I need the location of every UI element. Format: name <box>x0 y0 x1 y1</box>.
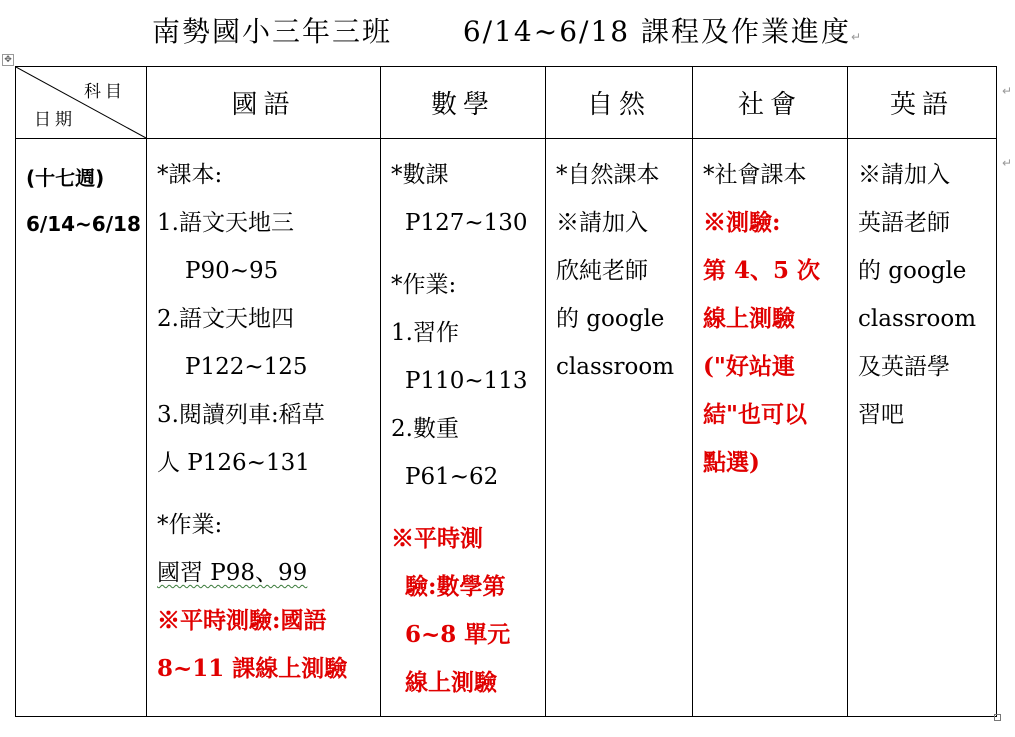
quiz-note: ※測驗: <box>703 209 781 236</box>
list-item: *自然課本 <box>556 162 660 188</box>
english-cell <box>848 139 997 717</box>
quiz-note: ※平時測驗:國語 <box>157 607 327 634</box>
quiz-note: 線上測驗 <box>703 305 795 332</box>
list-item: 1.語文天地三 <box>157 210 294 236</box>
list-item: 國習 P98、99 <box>157 560 308 586</box>
header-chinese: 國語 <box>147 67 381 139</box>
list-item: classroom <box>556 354 675 380</box>
header-science: 自然 <box>546 67 693 139</box>
quiz-note: 第 4、5 次 <box>703 257 821 284</box>
list-item: 的 google <box>556 306 665 332</box>
list-item: 習吧 <box>858 402 904 428</box>
quiz-note: 結"也可以 <box>703 401 807 428</box>
list-item: P122~125 <box>185 354 308 380</box>
list-item: ※請加入 <box>556 210 648 236</box>
week-row <box>16 139 997 717</box>
quiz-note: 點選) <box>703 449 760 476</box>
row-end-mark-icon: ↵ <box>1001 84 1012 98</box>
list-item: *數課 <box>391 162 449 188</box>
list-item: P61~62 <box>405 464 499 490</box>
list-item: *作業: <box>157 512 223 538</box>
list-item: 2.語文天地四 <box>157 306 294 332</box>
header-english: 英語 <box>848 67 997 139</box>
quiz-note: ("好站連 <box>703 353 795 380</box>
row-end-mark-icon: ↵ <box>1001 156 1012 170</box>
week-cell <box>16 139 147 717</box>
list-item: *社會課本 <box>703 162 807 188</box>
corner-date-label: 日期 <box>34 110 76 130</box>
quiz-note: 8~11 課線上測驗 <box>157 655 348 682</box>
list-item: 1.習作 <box>391 320 459 346</box>
list-item: 的 google <box>858 258 967 284</box>
list-item: 2.數重 <box>391 416 459 442</box>
list-item: classroom <box>858 306 977 332</box>
list-item: 欣純老師 <box>556 258 648 284</box>
social-cell <box>693 139 848 717</box>
math-cell <box>381 139 546 717</box>
page-title: 南勢國小三年三班 6/14~6/18 課程及作業進度↵ <box>151 15 864 48</box>
list-item: P90~95 <box>185 258 279 284</box>
diagonal-header-cell <box>16 67 147 139</box>
week-range: 6/14~6/18 <box>26 212 141 236</box>
schedule-table <box>15 66 997 717</box>
list-item: ※請加入 <box>858 162 950 188</box>
quiz-note: 6~8 單元 <box>405 621 511 648</box>
list-item: P127~130 <box>405 210 528 236</box>
table-resize-handle-icon[interactable] <box>994 714 1001 721</box>
list-item: 3.閱讀列車:稻草 <box>157 402 325 428</box>
quiz-note: 驗:數學第 <box>405 573 506 600</box>
header-row <box>16 67 997 139</box>
list-item: 英語老師 <box>858 210 950 236</box>
header-social: 社會 <box>693 67 848 139</box>
list-item: *課本: <box>157 162 223 188</box>
list-item: P110~113 <box>405 368 528 394</box>
quiz-note: ※平時測 <box>391 525 483 552</box>
week-label: (十七週) <box>26 166 105 190</box>
science-cell <box>546 139 693 717</box>
list-item: *作業: <box>391 272 457 298</box>
corner-subject-label: 科目 <box>84 82 126 102</box>
quiz-note: 線上測驗 <box>405 669 497 696</box>
list-item: 及英語學 <box>858 354 950 380</box>
header-math: 數學 <box>381 67 546 139</box>
table-move-handle-icon[interactable]: ✥ <box>2 54 14 66</box>
list-item: 人 P126~131 <box>157 450 310 476</box>
chinese-cell <box>147 139 381 717</box>
